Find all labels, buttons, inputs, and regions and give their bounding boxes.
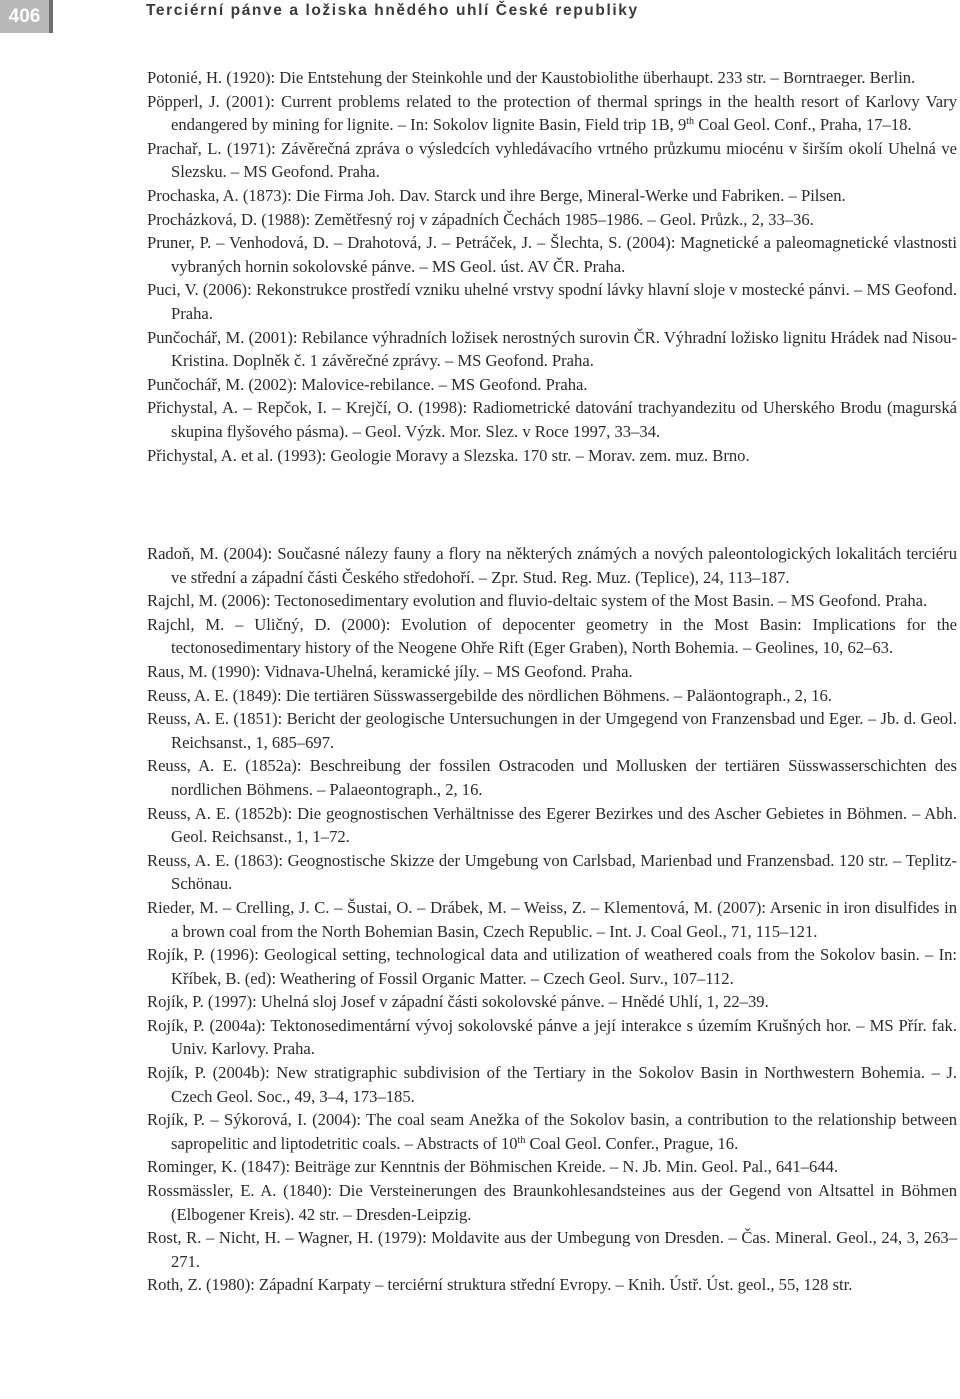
page-number: 406 <box>0 0 53 33</box>
reference-entry: Punčochář, M. (2002): Malovice-rebilance. – MS Geofond. Praha. <box>147 374 588 394</box>
reference-entry: Roth, Z. (1980): Západní Karpaty – terciérní struktura střední Evropy. – Knih. Ústř. Úst. geol., 55, 128 str. <box>147 1275 853 1295</box>
reference-entry: Raus, M. (1990): Vidnava-Uhelná, keramické jíly. – MS Geofond. Praha. <box>147 661 633 681</box>
reference-entry: Reuss, A. E. (1851): Bericht der geologische Untersuchungen in der Umgegend von Franzensbad und Eger. – Jb. d. Geol. Reichsanst., 1, 685–697. <box>147 709 957 752</box>
reference-entry: Rojík, P. (1997): Uhelná sloj Josef v západní části sokolovské pánve. – Hnědé Uhlí, 1, 22–39. <box>147 992 769 1012</box>
reference-entry: Rajchl, M. – Uličný, D. (2000): Evolution of depocenter geometry in the Most Basin: Implications for the tectonosedimentary history of the Neogene Ohře Rift (Eger Graben), North Bohemia. – Geolines, 10, 62–63. <box>147 614 957 658</box>
references-block-1 <box>147 66 957 467</box>
reference-entry: Rost, R. – Nicht, H. – Wagner, H. (1979): Moldavite aus der Umbegung von Dresden. – Čas. Mineral. Geol., 24, 3, 263–271. <box>147 1228 957 1271</box>
reference-entry: Punčochář, M. (2001): Rebilance výhradních ložisek nerostných surovin ČR. Výhradní ložisko lignitu Hrádek nad Nisou-Kristina. Doplněk č. 1 závěrečné zprávy. – MS Geofond. Praha. <box>147 327 957 371</box>
reference-entry: Rieder, M. – Crelling, J. C. – Šustai, O. – Drábek, M. – Weiss, Z. – Klementová, M. (2007): Arsenic in iron disulfides in a brown coal from the North Bohemian Basin, Czech Republic. – Int. J. Coal Geol., 71, 115–121. <box>147 897 957 941</box>
reference-entry: Přichystal, A. – Repčok, I. – Krejčí, O. (1998): Radiometrické datování trachyandezitu od Uherského Brodu (magurská skupina flyšového pásma). – Geol. Výzk. Mor. Slez. v Roce 1997, 33–34. <box>147 398 957 441</box>
reference-entry: Rominger, K. (1847): Beiträge zur Kenntnis der Böhmischen Kreide. – N. Jb. Min. Geol. Pal., 641–644. <box>147 1157 839 1177</box>
reference-entry: Potonié, H. (1920): Die Entstehung der Steinkohle und der Kaustobiolithe überhaupt. 233 str. – Borntraeger. Berlin. <box>147 68 916 87</box>
references-block-2 <box>147 542 957 1297</box>
reference-entry: Radoň, M. (2004): Současné nálezy fauny a flory na některých známých a nových paleontologických lokalitách terciéru ve střední a západní části Českého středohoří. – Zpr. Stud. Reg. Muz. (Teplice), 24, 113–187. <box>147 544 957 587</box>
reference-entry: Rojík, P. – Sýkorová, I. (2004): The coal seam Anežka of the Sokolov basin, a contribution to the relationship between sapropelitic and liptodetritic coals. – Abstracts of 10th Coal Geol. Confer., Prague, 16. <box>147 1110 957 1153</box>
reference-entry: Pruner, P. – Venhodová, D. – Drahotová, J. – Petráček, J. – Šlechta, S. (2004): Magnetické a paleomagnetické vlastnosti vybraných hornin sokolovské pánve. – MS Geol. úst. AV ČR. Praha. <box>147 233 957 276</box>
running-title: Terciérní pánve a ložiska hnědého uhlí České republiky <box>146 2 639 19</box>
reference-entry: Rojík, P. (1996): Geological setting, technological data and utilization of weathered coals from the Sokolov basin. – In: Kříbek, B. (ed): Weathering of Fossil Organic Matter. – Czech Geol. Surv., 107–112. <box>147 945 957 988</box>
reference-entry: Pöpperl, J. (2001): Current problems related to the protection of thermal springs in the health resort of Karlovy Vary endangered by mining for lignite. – In: Sokolov lignite Basin, Field trip 1B, 9th Coal Geol. Conf., Praha, 17–18. <box>147 91 957 135</box>
reference-entry: Rossmässler, E. A. (1840): Die Versteinerungen des Braunkohlesandsteines aus der Gegend von Altsattel in Böhmen (Elbogener Kreis). 42 str. – Dresden-Leipzig. <box>147 1181 957 1224</box>
reference-entry: Prachař, L. (1971): Závěrečná zpráva o výsledcích vyhledávacího vrtného průzkumu miocénu v širším okolí Uhelná ve Slezsku. – MS Geofond. Praha. <box>147 138 957 182</box>
reference-entry: Rojík, P. (2004b): New stratigraphic subdivision of the Tertiary in the Sokolov Basin in Northwestern Bohemia. – J. Czech Geol. Soc., 49, 3–4, 173–185. <box>147 1063 957 1106</box>
reference-entry: Procházková, D. (1988): Zemětřesný roj v západních Čechách 1985–1986. – Geol. Průzk., 2, 33–36. <box>147 209 814 229</box>
reference-entry: Přichystal, A. et al. (1993): Geologie Moravy a Slezska. 170 str. – Morav. zem. muz. Brno. <box>147 445 750 465</box>
reference-entry: Rojík, P. (2004a): Tektonosedimentární vývoj sokolovské pánve a její interakce s územím Krušných hor. – MS Přír. fak. Univ. Karlovy. Praha. <box>147 1015 957 1059</box>
reference-entry: Rajchl, M. (2006): Tectonosedimentary evolution and fluvio-deltaic system of the Most Basin. – MS Geofond. Praha. <box>147 591 928 611</box>
reference-entry: Reuss, A. E. (1863): Geognostische Skizze der Umgebung von Carlsbad, Marienbad und Franzensbad. 120 str. – Teplitz-Schönau. <box>147 850 957 894</box>
reference-entry: Reuss, A. E. (1852a): Beschreibung der fossilen Ostracoden und Mollusken der tertiären Süsswasserschichten des nordlichen Böhmens. – Palaeontograph., 2, 16. <box>147 756 957 799</box>
reference-entry: Puci, V. (2006): Rekonstrukce prostředí vzniku uhelné vrstvy spodní lávky hlavní sloje v mostecké pánvi. – MS Geofond. Praha. <box>147 280 957 323</box>
reference-entry: Prochaska, A. (1873): Die Firma Joh. Dav. Starck und ihre Berge, Mineral-Werke und Fabriken. – Pilsen. <box>147 185 846 205</box>
reference-entry: Reuss, A. E. (1852b): Die geognostischen Verhältnisse des Egerer Bezirkes und des Ascher Gebietes in Böhmen. – Abh. Geol. Reichsanst., 1, 1–72. <box>147 803 957 847</box>
reference-entry: Reuss, A. E. (1849): Die tertiären Süsswassergebilde des nördlichen Böhmens. – Paläontograph., 2, 16. <box>147 685 832 705</box>
